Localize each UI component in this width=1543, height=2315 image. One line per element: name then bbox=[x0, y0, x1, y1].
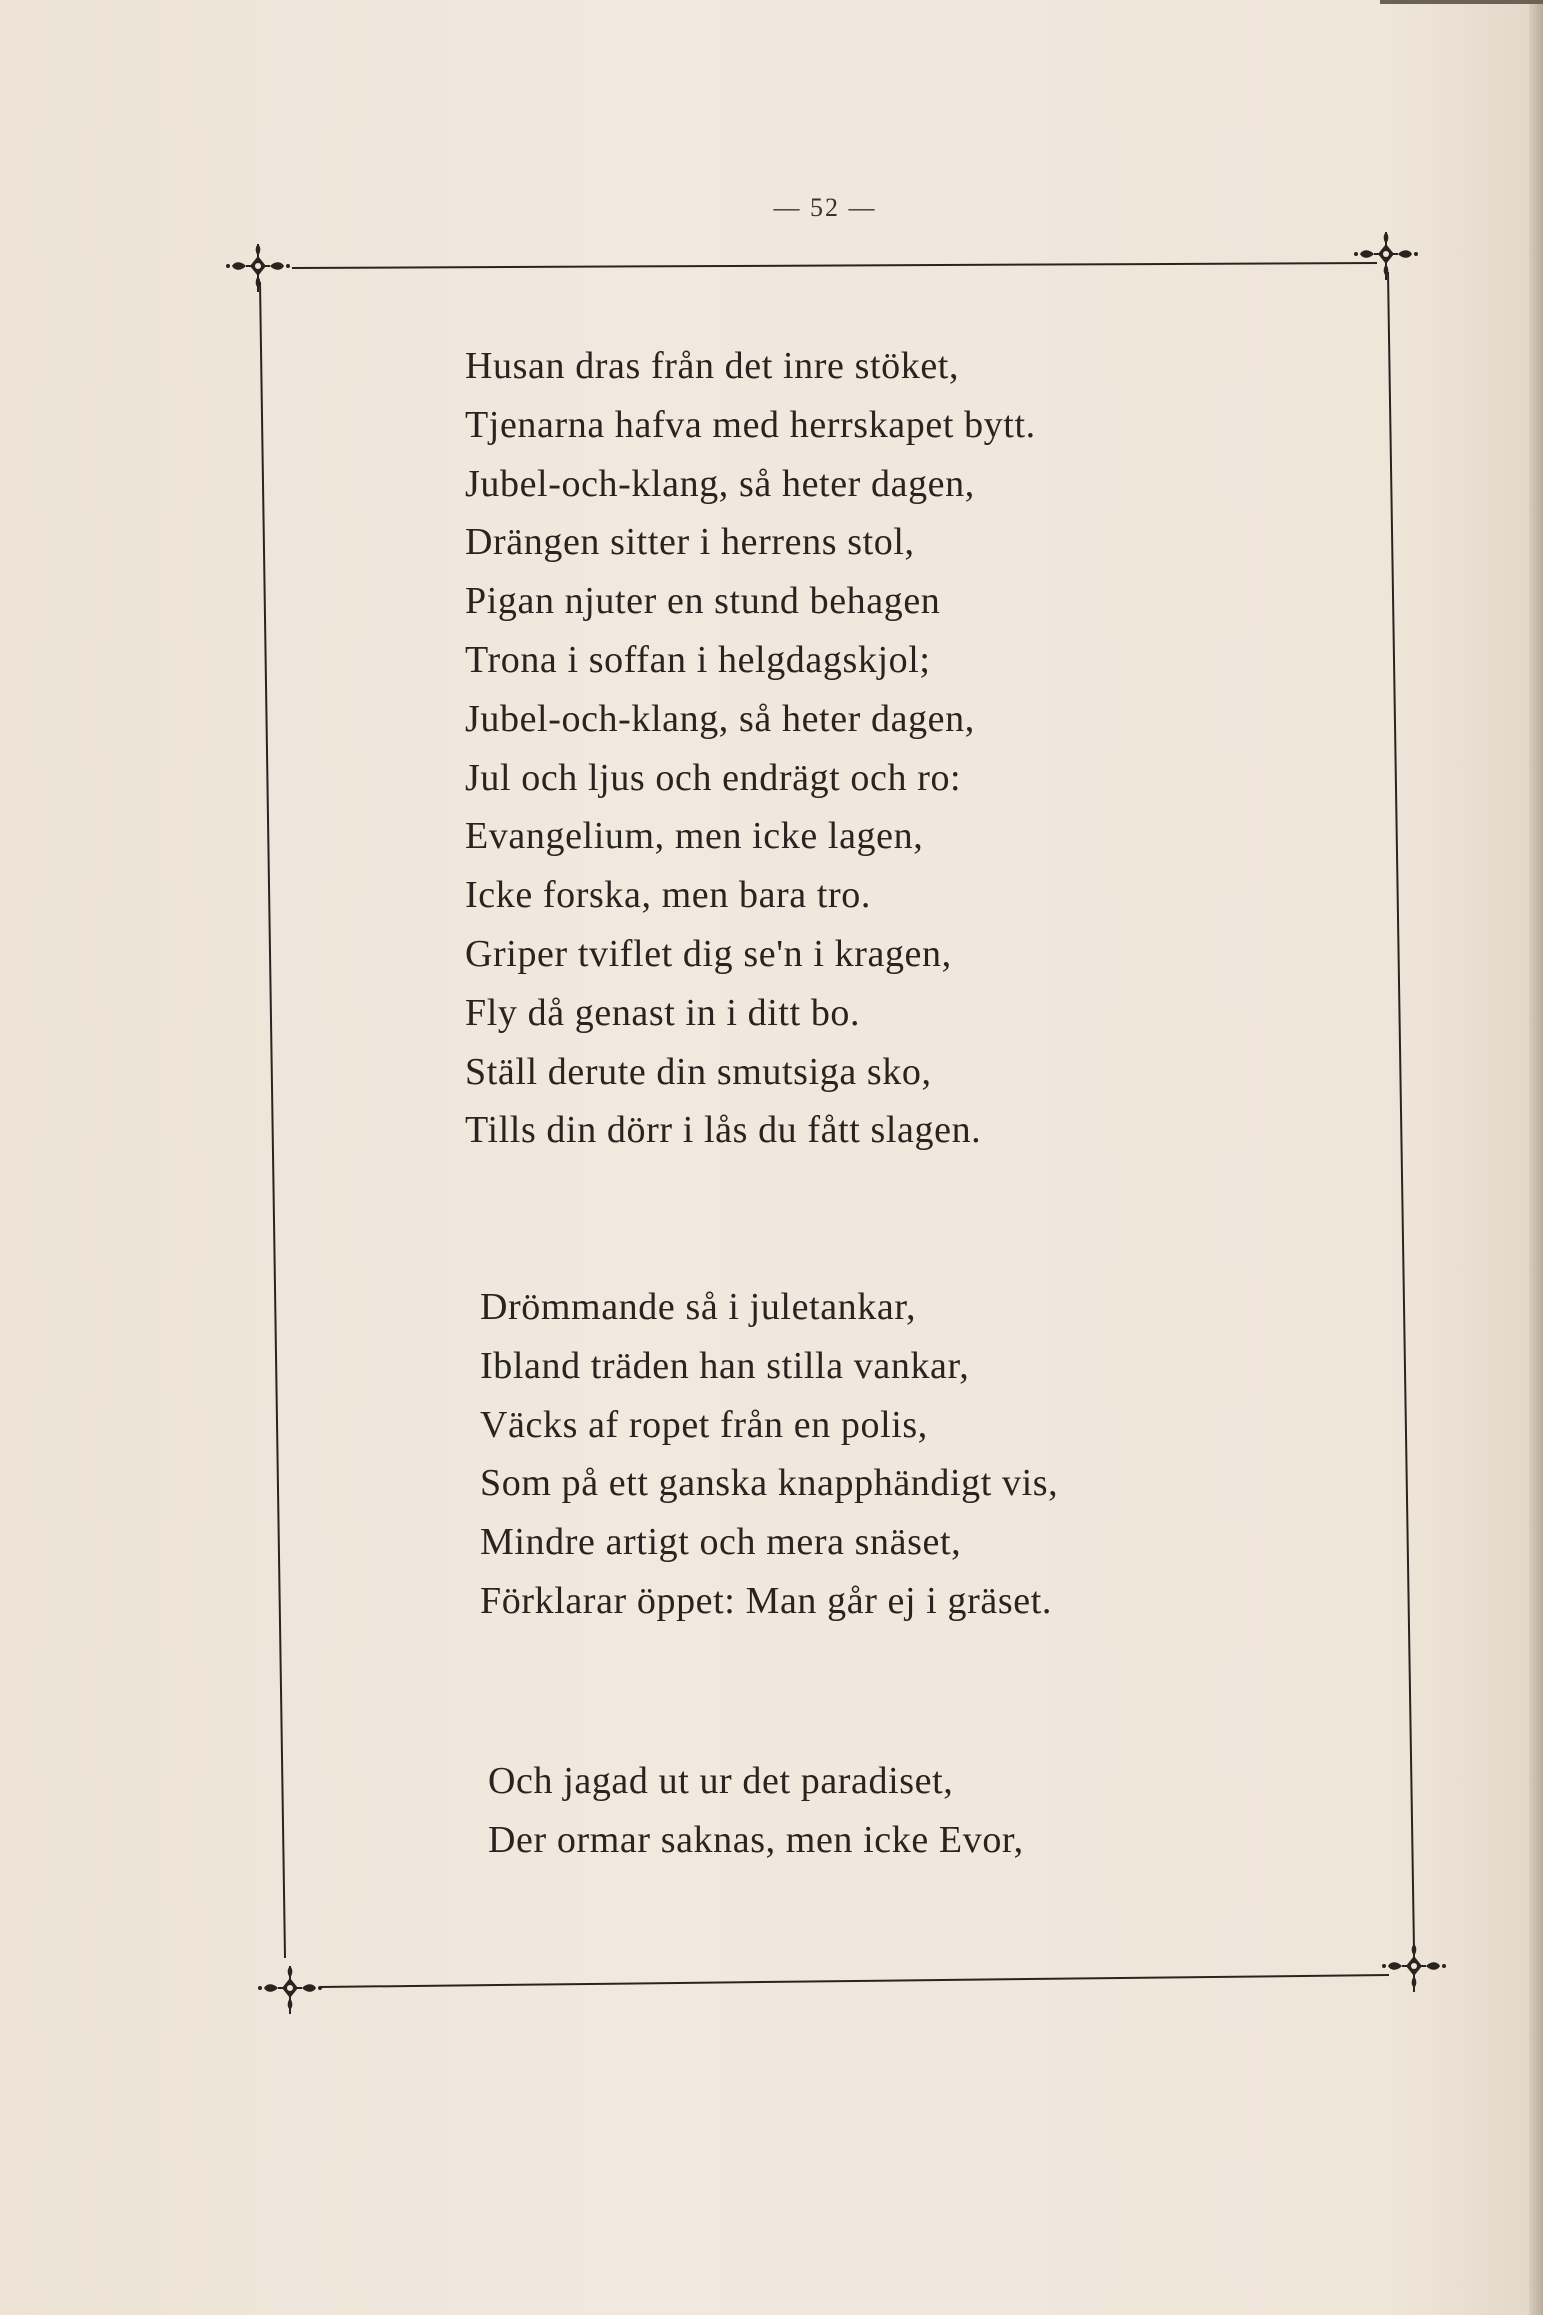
poem-line: Griper tviflet dig se'n i kragen, bbox=[465, 932, 952, 975]
poem-stanza-2 bbox=[480, 1278, 1058, 1631]
poem-line: Jul och ljus och endrägt och ro: bbox=[465, 756, 962, 799]
poem-line: Och jagad ut ur det paradiset, bbox=[488, 1760, 954, 1802]
poem-line: Som på ett ganska knapphändigt vis, bbox=[480, 1462, 1059, 1505]
frame-bottom-rule bbox=[320, 1975, 1389, 1987]
poem-line: Trona i soffan i helgdagskjol; bbox=[465, 638, 931, 681]
poem-line: Husan dras från det inre stöket, bbox=[465, 345, 960, 387]
corner-ornament-top-left bbox=[226, 244, 290, 292]
poem-line: Mindre artigt och mera snäset, bbox=[480, 1521, 962, 1564]
poem-line: Tills din dörr i lås du fått slagen. bbox=[465, 1109, 982, 1152]
corner-ornament-top-right bbox=[1354, 232, 1418, 280]
frame-top-rule bbox=[292, 263, 1377, 268]
poem-line: Evangelium, men icke lagen, bbox=[465, 815, 924, 858]
poem-line: Tjenarna hafva med herrskapet bytt. bbox=[465, 403, 1036, 446]
poem-line: Fly då genast in i ditt bo. bbox=[465, 991, 861, 1034]
poem-line: Jubel-och-klang, så heter dagen, bbox=[465, 462, 975, 505]
corner-ornament-bottom-left bbox=[258, 1966, 322, 2014]
poem-line: Förklarar öppet: Man går ej i gräset. bbox=[480, 1579, 1052, 1622]
poem-stanza-3 bbox=[488, 1752, 1024, 1870]
frame-left-rule bbox=[260, 282, 285, 1958]
poem-line: Ibland träden han stilla vankar, bbox=[480, 1344, 970, 1387]
poem-line: Ställ derute din smutsiga sko, bbox=[465, 1050, 932, 1093]
poem-line: Jubel-och-klang, så heter dagen, bbox=[465, 697, 975, 740]
poem-line: Drängen sitter i herrens stol, bbox=[465, 521, 915, 564]
poem-line: Väcks af ropet från en polis, bbox=[480, 1403, 928, 1446]
poem-line: Der ormar saknas, men icke Evor, bbox=[488, 1818, 1024, 1861]
poem-line: Drömmande så i juletankar, bbox=[480, 1286, 917, 1328]
poem-stanza-1 bbox=[465, 337, 1036, 1160]
corner-ornament-bottom-right bbox=[1382, 1944, 1446, 1992]
poem-line: Pigan njuter en stund behagen bbox=[465, 580, 941, 623]
page-number: — 52 — bbox=[773, 193, 877, 222]
poem-line: Icke forska, men bara tro. bbox=[465, 874, 871, 917]
frame-right-rule bbox=[1388, 272, 1414, 1950]
